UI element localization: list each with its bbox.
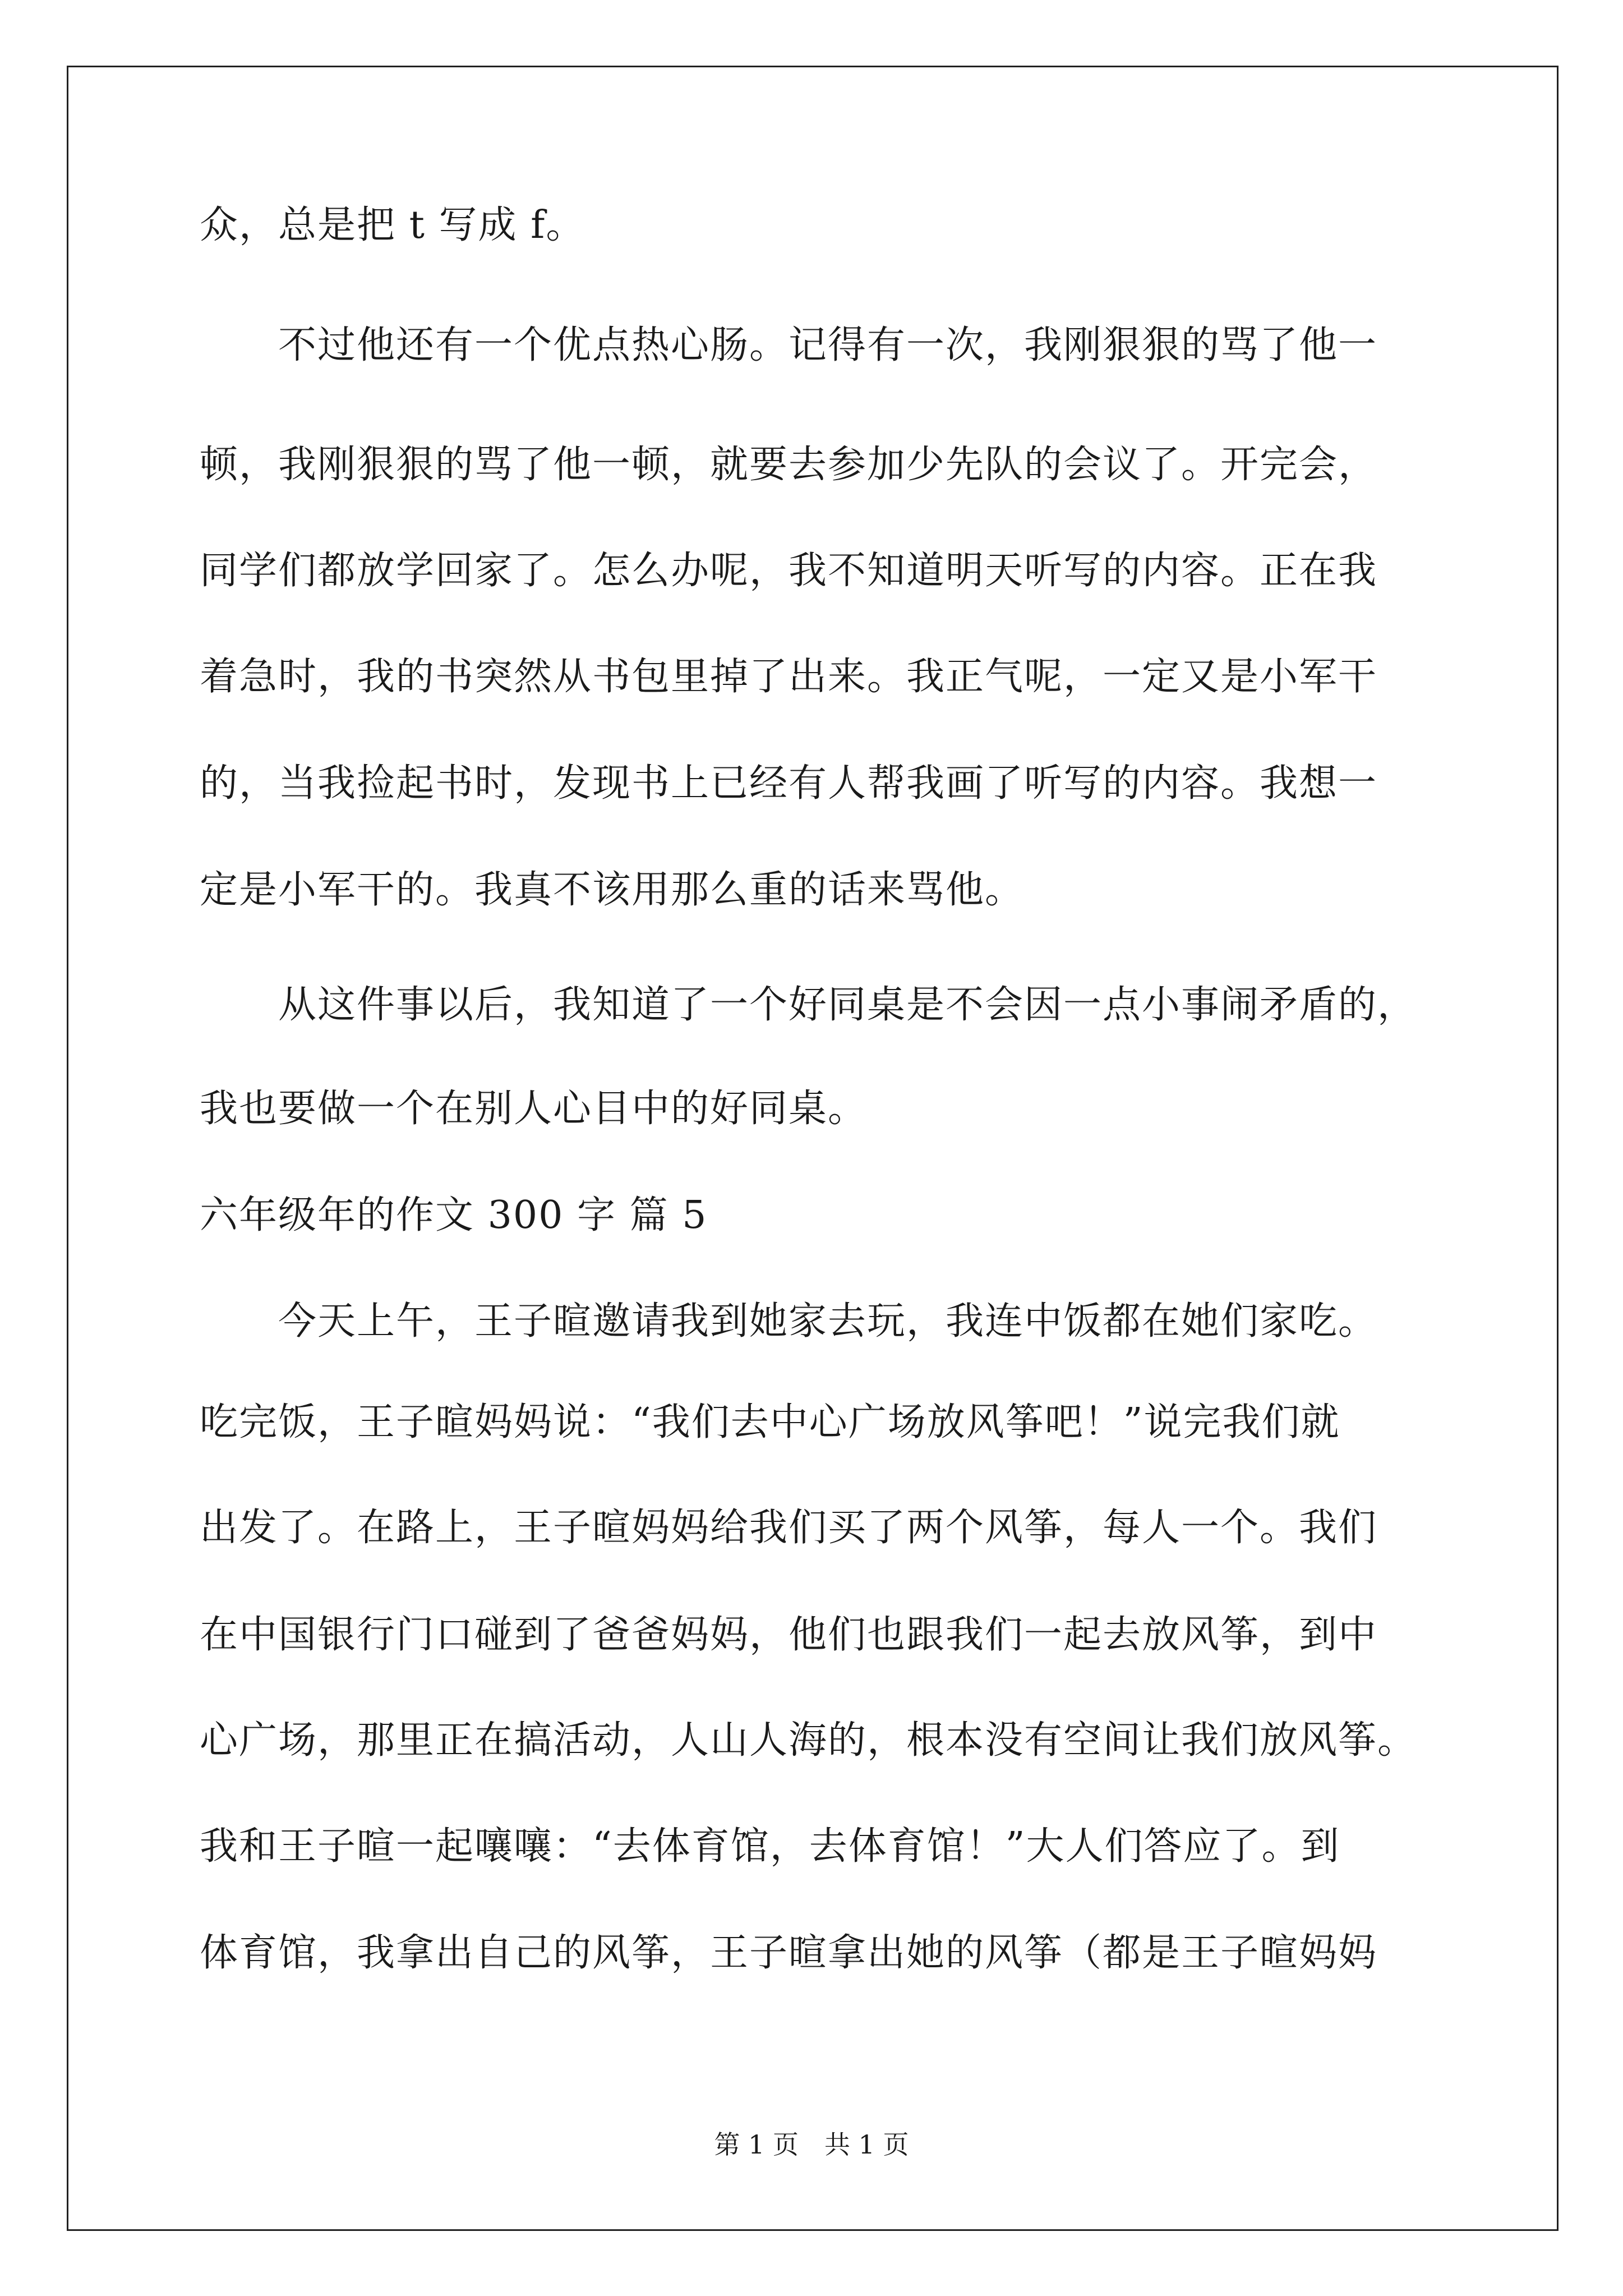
text-line: 我和王子暄一起嚷嚷：“去体育馆，去体育馆！”大人们答应了。到 (200, 1824, 1340, 1869)
text-line: 着急时，我的书突然从书包里掉了出来。我正气呢，一定又是小军干 (200, 655, 1378, 699)
text-line: 心广场，那里正在搞活动，人山人海的，根本没有空间让我们放风筝。 (200, 1718, 1417, 1763)
text-line: 顿，我刚狠狠的骂了他一顿，就要去参加少先队的会议了。开完会， (200, 443, 1378, 487)
section-heading: 六年级年的作文 300 字 篇 5 (200, 1193, 708, 1237)
text-line: 吃完饭，王子暄妈妈说：“我们去中心广场放风筝吧！”说完我们就 (200, 1400, 1340, 1444)
text-line: 体育馆，我拿出自己的风筝，王子暄拿出她的风筝（都是王子暄妈妈 (200, 1931, 1378, 1975)
text-line: 我也要做一个在别人心目中的好同桌。 (200, 1087, 868, 1131)
page-number: 第 1 页 共 1 页 (714, 2129, 909, 2160)
page-border (67, 66, 1559, 2231)
text-line: 定是小军干的。我真不该用那么重的话来骂他。 (200, 868, 1025, 912)
text-line: 的，当我捡起书时，发现书上已经有人帮我画了听写的内容。我想一 (200, 761, 1378, 806)
text-line: 今天上午，王子暄邀请我到她家去玩，我连中饭都在她们家吃。 (200, 1299, 1378, 1343)
text-line: 在中国银行门口碰到了爸爸妈妈，他们也跟我们一起去放风筝，到中 (200, 1613, 1378, 1657)
text-line: 不过他还有一个优点热心肠。记得有一次，我刚狠狠的骂了他一 (200, 323, 1378, 367)
text-line: 众，总是把 t 写成 f。 (200, 203, 585, 247)
text-line: 出发了。在路上，王子暄妈妈给我们买了两个风筝，每人一个。我们 (200, 1506, 1378, 1550)
text-line: 从这件事以后，我知道了一个好同桌是不会因一点小事闹矛盾的， (200, 983, 1417, 1027)
text-line: 同学们都放学回家了。怎么办呢，我不知道明天听写的内容。正在我 (200, 549, 1378, 593)
